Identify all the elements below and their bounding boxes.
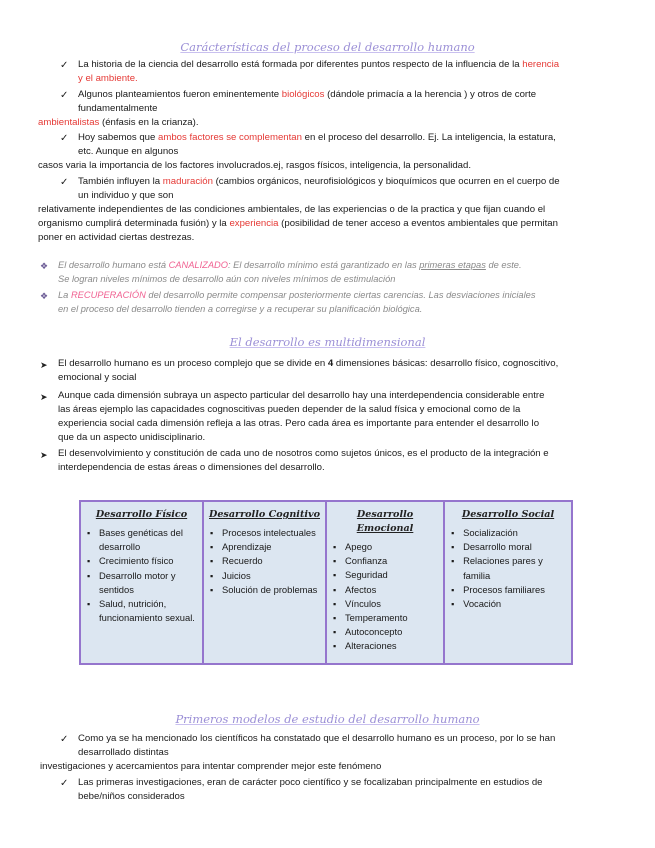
paragraph-approaches: Algunos planteamientos fueron eminentemente biológicos (dándole primacía a la herencia ) y otros de corte fundamentalmente — [78, 89, 537, 114]
paragraph-maturation: También influyen la maduración (cambios orgánicos, neurofisiológicos y bioquímicos que ocurren en el cuerpo de un individuo y que son — [78, 176, 560, 201]
section-title-multidimensional: El desarrollo es multidimensional — [229, 335, 426, 349]
column-emotional — [326, 501, 444, 664]
paragraph-maturation-cont: relativamente independientes de las condiciones ambientales, de las experiencias o de la practica y que fijan cuando el organismo cumplirá determinada fusión) y la experiencia (posibilidad de tener acceso a eventos ambientales que permitan poner en actividad ciertas destrezas. — [38, 204, 558, 243]
paragraph-dimensions: El desarrollo humano es un proceso complejo que se divide en 4 dimensiones básicas: desarrollo físico, cognoscitivo, emocional y social — [58, 358, 559, 383]
list-item: ▪ Socialización — [463, 526, 567, 540]
diamond-bullet-icon: ❖ — [40, 291, 49, 301]
paragraph-recovery: La RECUPERACIÓN del desarrollo permite compensar posteriormente ciertas carencias. Las desviaciones iniciales en el proceso del desarrollo tienden a corregirse y a recuperar su planificación biológica. — [58, 290, 536, 314]
table-row — [80, 501, 572, 664]
list-item: ▪ Relaciones pares y familia — [463, 554, 567, 582]
column-physical — [80, 501, 203, 664]
list-item: ▪ Seguridad — [345, 568, 439, 582]
list-item: ▪ Vocación — [463, 597, 567, 611]
column-social — [444, 501, 572, 664]
paragraph-scientists-cont: investigaciones y acercamientos para intentar comprender mejor este fenómeno — [40, 761, 382, 772]
list-item: ▪ Bases genéticas del desarrollo — [99, 526, 198, 554]
paragraph-history: La historia de la ciencia del desarrollo está formada por diferentes puntos respecto de la influencia de la herencia y el ambiente. — [78, 59, 560, 84]
list-item: ▪ Desarrollo motor y sentidos — [99, 569, 198, 597]
list-item: ▪ Vínculos — [345, 597, 439, 611]
section-title-first-models: Primeros modelos de estudio del desarrollo humano — [175, 712, 480, 726]
list-item: ▪ Procesos familiares — [463, 583, 567, 597]
list-item: ▪ Afectos — [345, 583, 439, 597]
paragraph-integration: El desenvolvimiento y constitución de cada uno de nosotros como sujetos únicos, es el producto de la integración e interdependencia de estas áreas o dimensiones del desarrollo. — [58, 448, 549, 473]
list-item: ▪ Juicios — [222, 569, 321, 583]
column-title: Desarrollo Emocional — [356, 509, 414, 534]
list-item: ▪ Confianza — [345, 554, 439, 568]
list-item: ▪ Recuerdo — [222, 554, 321, 568]
paragraph-approaches-cont: ambientalistas (énfasis en la crianza). — [38, 117, 199, 128]
list-item: ▪ Aprendizaje — [222, 540, 321, 554]
paragraph-scientists: Como ya se ha mencionado los científicos ha constatado que el desarrollo humano es un proceso, por lo se han desarrollado distintas — [78, 733, 556, 758]
dimensions-table — [79, 500, 573, 665]
list-item: ▪ Desarrollo moral — [463, 540, 567, 554]
section-title-characteristics: Carácterísticas del proceso del desarrollo humano — [180, 40, 475, 54]
check-icon: ✓ — [60, 60, 69, 71]
list-item: ▪ Crecimiento físico — [99, 554, 198, 568]
column-title: Desarrollo Físico — [95, 509, 188, 520]
check-icon: ✓ — [60, 778, 69, 789]
column-title: Desarrollo Cognitivo — [209, 509, 320, 520]
check-icon: ✓ — [60, 90, 69, 101]
diamond-bullet-icon: ❖ — [40, 261, 49, 271]
list-item: ▪ Alteraciones — [345, 639, 439, 653]
column-cognitive — [203, 501, 326, 664]
arrow-bullet-icon: ➤ — [40, 450, 48, 460]
list-item: ▪ Temperamento — [345, 611, 439, 625]
list-item: ▪ Apego — [345, 540, 439, 554]
paragraph-first-research: Las primeras investigaciones, eran de carácter poco científico y se focalizaban principalmente en estudios de bebe/niños considerados — [78, 777, 543, 802]
list-item: ▪ Salud, nutrición, funcionamiento sexual. — [99, 597, 198, 625]
list-item: ▪ Autoconcepto — [345, 625, 439, 639]
paragraph-canalized: El desarrollo humano está CANALIZADO: El desarrollo mínimo está garantizado en las primeras etapas de este. Se logran niveles mínimos de desarrollo aún con niveles mínimos de estimulación — [58, 260, 522, 284]
column-title: Desarrollo Social — [461, 509, 555, 520]
check-icon: ✓ — [60, 734, 69, 745]
paragraph-interdependence: Aunque cada dimensión subraya un aspecto particular del desarrollo hay una interdependencia considerable entre las áreas ejemplo las capacidades cognoscitivas pueden depender de la salud física y emocional como de la experiencia social cada dimensión refleja a las otras. Pero cada área es importante para entender el desarrollo lo que da un aspecto unidisciplinario. — [58, 390, 545, 443]
list-item: ▪ Procesos intelectuales — [222, 526, 321, 540]
arrow-bullet-icon: ➤ — [40, 360, 48, 370]
paragraph-factors: Hoy sabemos que ambos factores se complementan en el proceso del desarrollo. Ej. La inteligencia, la estatura, etc. Aunque en algunos — [78, 132, 556, 157]
check-icon: ✓ — [60, 177, 69, 188]
paragraph-factors-cont: casos varia la importancia de los factores involucrados.ej, rasgos físicos, inteligencia, la personalidad. — [38, 160, 472, 171]
arrow-bullet-icon: ➤ — [40, 392, 48, 402]
check-icon: ✓ — [60, 133, 69, 144]
list-item: ▪ Solución de problemas — [222, 583, 321, 597]
